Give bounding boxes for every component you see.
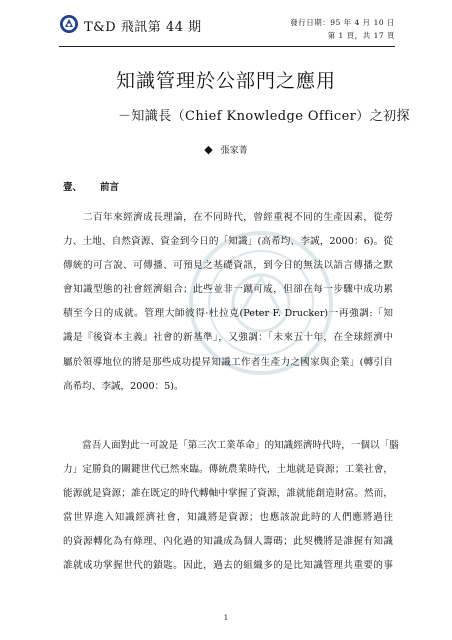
author-line	[0, 143, 452, 156]
paragraph-line: 力」定勝負的關鍵世代已然來臨。傳統農業時代，土地就是資源；工業社會，	[63, 464, 393, 476]
section-number: 壹、	[63, 182, 83, 193]
author-name: 張家菁	[220, 146, 248, 156]
page-number: 1	[223, 614, 229, 622]
paragraph-line: 傳統的可言說、可傳播、可預見之基礎資訊，到今日的無法以語言傳播之默	[63, 260, 393, 272]
diamond-bullet-icon: ◆	[204, 143, 213, 156]
paragraph-line: 積至今日的成就。管理大師彼得·杜拉克(Peter F. Drucker)一再強調:「知	[63, 308, 393, 320]
issue-date: 發行日期：95 年 4 月 10 日	[290, 18, 395, 27]
page-header	[59, 14, 395, 44]
article-title: 知識管理於公部門之應用	[115, 70, 336, 92]
section-title: 前言	[100, 182, 120, 193]
paragraph-line: 高希均、李誠，2000：5)。	[63, 380, 184, 392]
paragraph-line: 當吾人面對此一可說是「第三次工業革命」的知識經濟時代時，一個以「腦	[63, 440, 399, 451]
paragraph-line: 的資源轉化為有條理、內化過的知識成為個人籌碼；此契機將是誰握有知識	[63, 536, 393, 548]
header-divider	[59, 46, 395, 47]
page-info: 第 1 頁，共 17 頁	[327, 31, 395, 40]
section-heading	[63, 179, 119, 193]
paragraph-line: 能源就是資源；誰在既定的時代轉軸中掌握了資源，誰就能創造財富。然而，	[63, 488, 393, 500]
publication-meta	[290, 16, 395, 42]
publication-logo-icon	[59, 14, 79, 34]
paragraph-1	[63, 206, 393, 399]
publication-title: T&D 飛訊第 44 期	[84, 20, 202, 35]
paragraph-line: 會知識型態的社會經濟組合；此些並非一蹴可成，但卻在每一步驟中成功累	[63, 284, 393, 296]
article-subtitle: －知識長（Chief Knowledge Officer）之初探	[118, 109, 410, 124]
paragraph-line: 誰就成功掌握世代的鎖匙。因此，過去的組織多的是比知識管理共重要的事	[63, 560, 393, 572]
paragraph-line: 屬於領導地位的將是那些成功提昇知識工作者生產力之國家與企業」(轉引自	[63, 356, 393, 368]
paragraph-2	[63, 434, 399, 579]
paragraph-line: 力、土地、自然資源、資金到今日的「知識」(高希均、李誠，2000：6)。從	[63, 236, 393, 248]
paragraph-line: 識是『後資本主義』社會的新基準」，又強調：「未來五十年，在全球經濟中	[63, 332, 393, 344]
paragraph-line: 當世界進入知識經濟社會，知識將是資源；也應該說此時的人們應將過往	[63, 512, 393, 524]
paragraph-line: 二百年來經濟成長理論，在不同時代，曾經重視不同的生產因素，從勞	[63, 212, 393, 223]
